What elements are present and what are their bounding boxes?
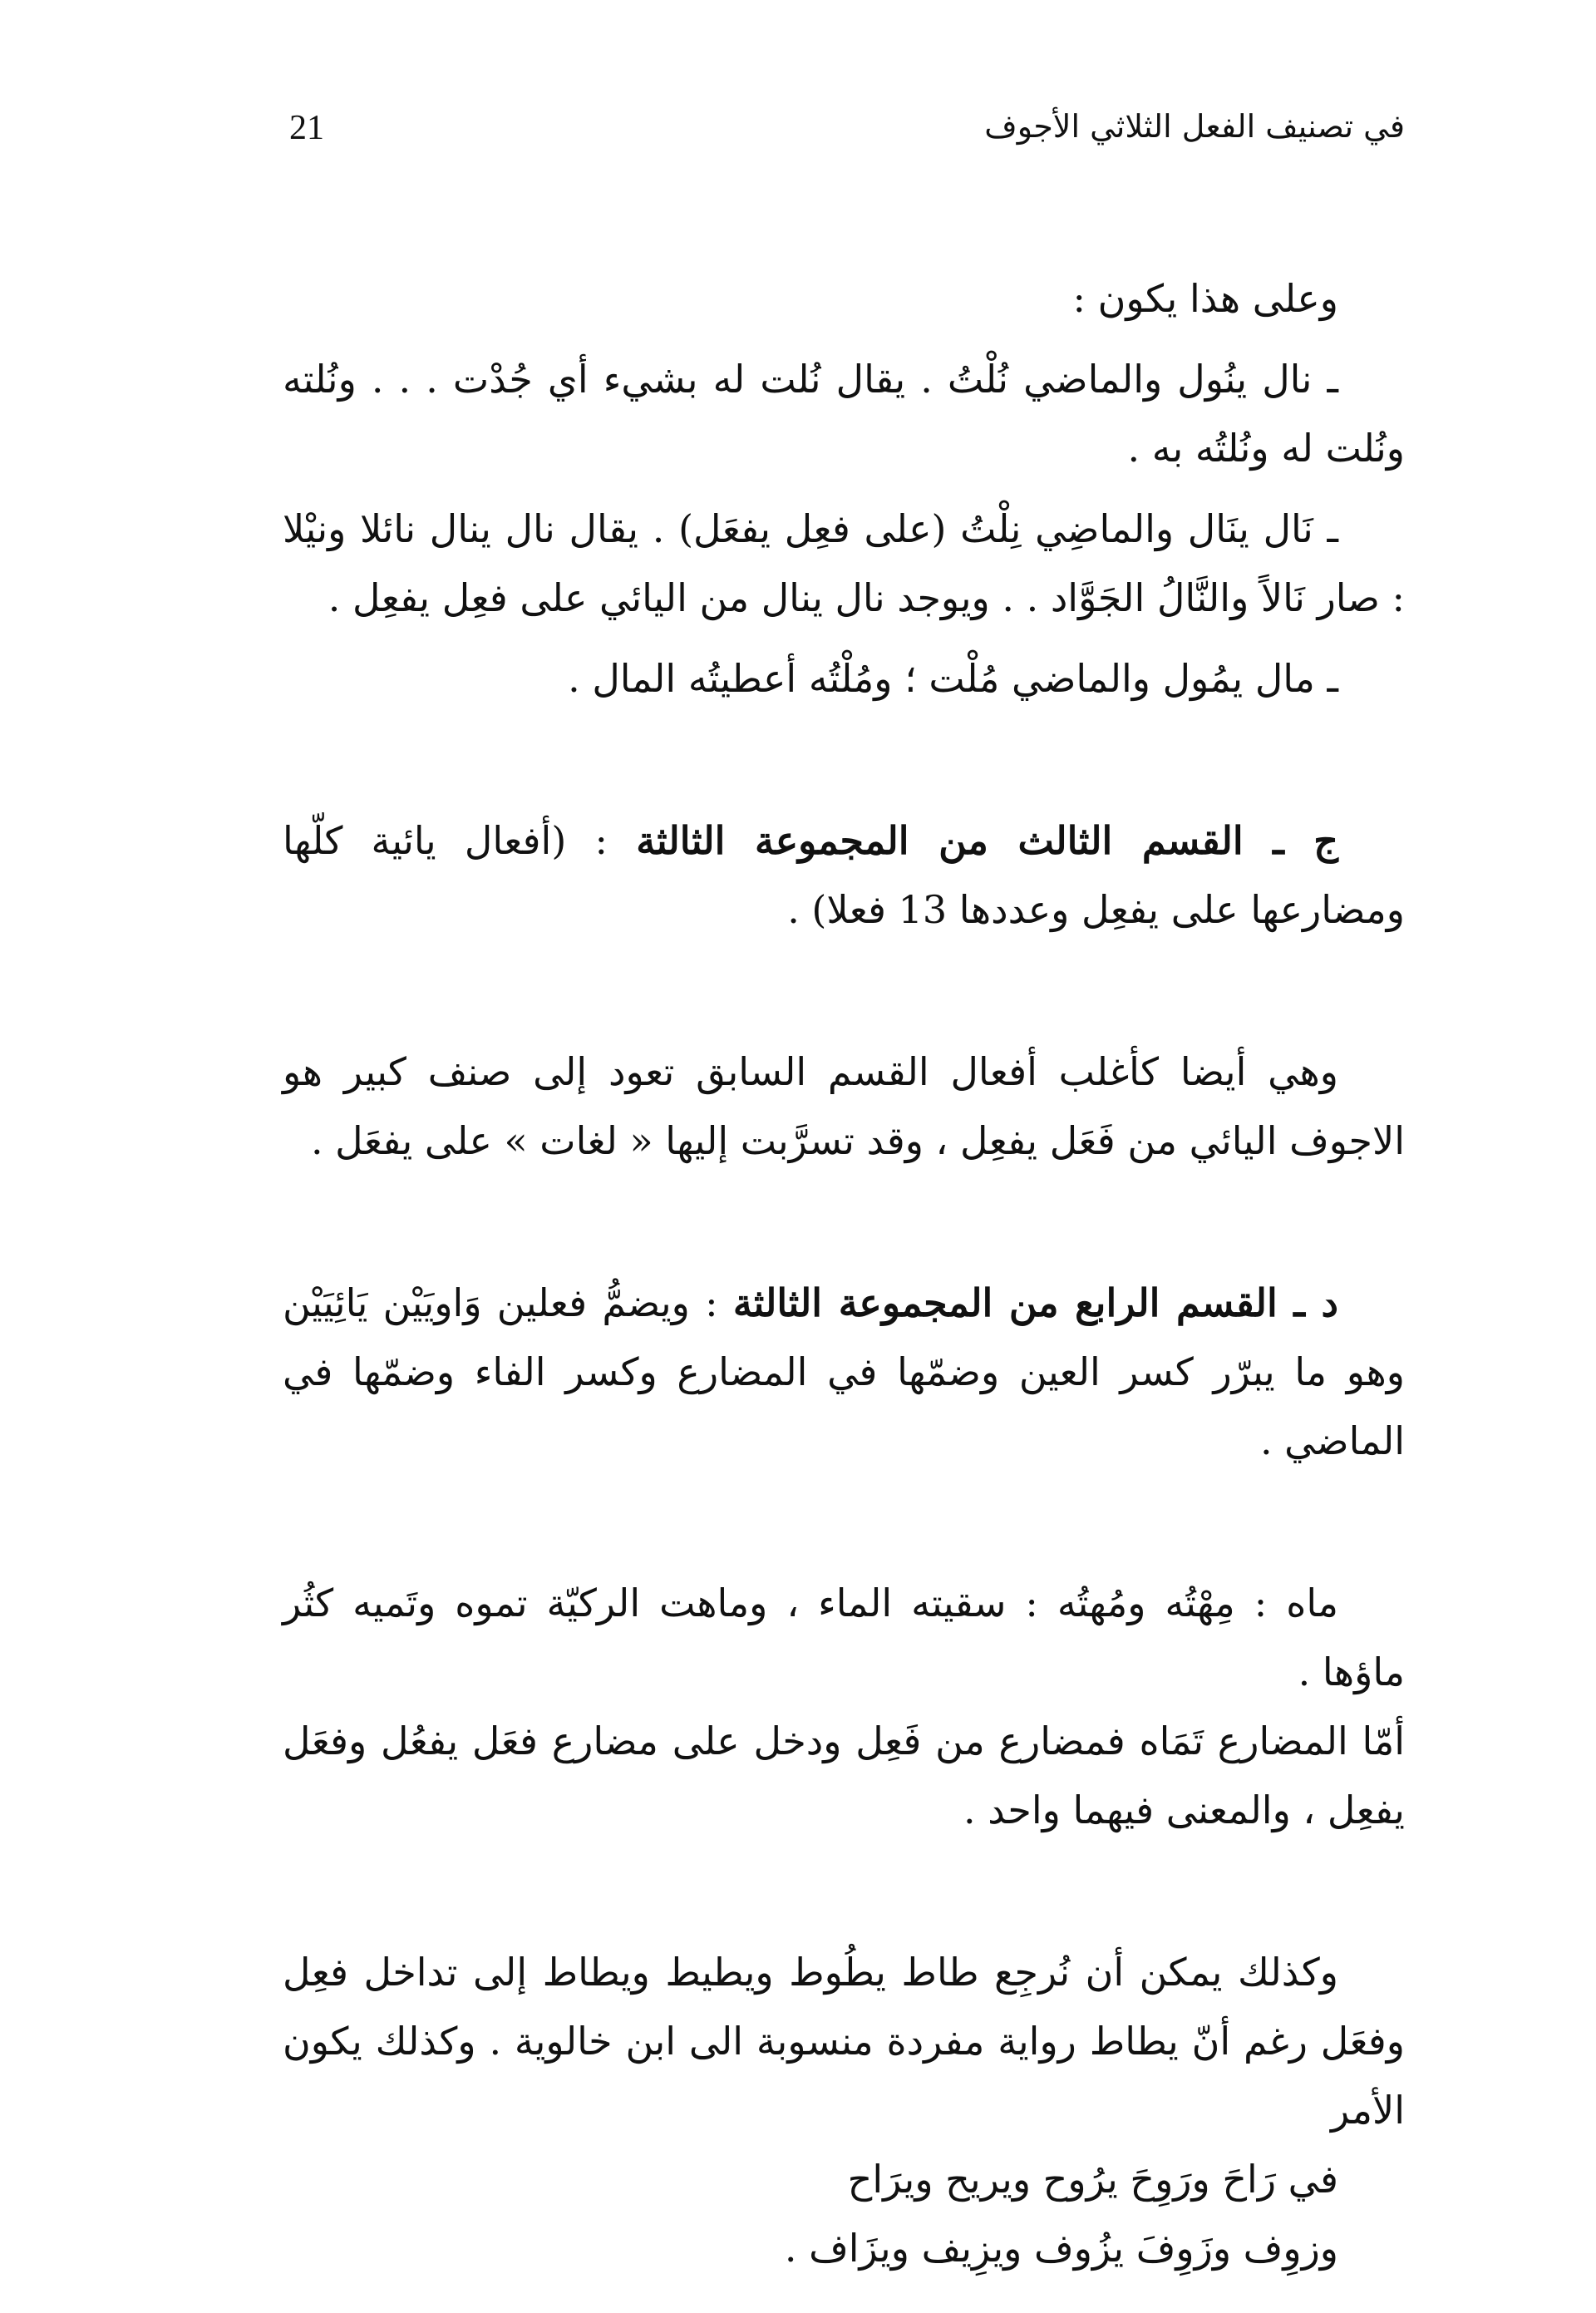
final-text: وكذلك يمكن أن نُرجِع طاط يطُوط ويطيط ويطاط إلى تداخل فعِل وفعَل رغم أنّ يطاط رواية مفردة منسوبة الى ابن خالوية . وكذلك يكون الأمر <box>283 1950 1405 2133</box>
page-body <box>283 264 1405 2283</box>
intro-line: وعلى هذا يكون : <box>1072 276 1338 321</box>
maah-line-2: أمّا المضارع تَمَاه فمضارع من فَعِل ودخل على مضارع فعَل يفعُل وفعَل يفعِل ، والمعنى فيهما واحد . <box>283 1719 1405 1832</box>
section-d-heading: د ـ القسم الرابع من المجموعة الثالثة <box>732 1280 1338 1325</box>
final-line-3: وزوِف وزَوِفَ يزُوف ويزِيف ويزَاف . <box>784 2226 1338 2271</box>
list-item: ـ نال ينُول والماضي نُلْتُ . يقال نُلت له بشيء أي جُدْت . . . ونُلته ونُلت له ونُلتُه به . <box>283 357 1405 471</box>
page-header <box>283 108 1405 166</box>
section-d-text: : ويضمُّ فعلين وَاويَيْن يَائِيَيْن وهو ما يبرّر كسر العين وضمّها في المضارع وكسر الفاء وضمّها في الماضي . <box>283 1280 1405 1463</box>
section-c-heading: ج ـ القسم الثالث من المجموعة الثالثة <box>636 818 1339 863</box>
maah-paragraph <box>283 1569 1405 1845</box>
page-number: 21 <box>289 109 324 147</box>
section-c-paragraph <box>283 806 1405 944</box>
section-c-text: : (أفعال يائية كلّها ومضارعها على يفعِل وعددها 13 فعلا) . <box>283 818 1405 932</box>
final-line-2: في رَاحَ ورَوِحَ يرُوح ويريح ويرَاح <box>847 2157 1338 2202</box>
running-title: في تصنيف الفعل الثلاثي الأجوف <box>984 108 1405 145</box>
section-c-body: وهي أيضا كأغلب أفعال القسم السابق تعود إلى صنف كبير هو الاجوف اليائي من فَعَل يفعِل ، وقد تسرَّبت إليها « لغات » على يفعَل . <box>283 1049 1405 1163</box>
final-paragraph <box>283 1938 1405 2283</box>
maah-line-1: ماه : مِهْتُه ومُهتُه : سقيته الماء ، وماهت الركيّة تموه وتَميه كثُر ماؤها . <box>283 1581 1405 1694</box>
section-d-paragraph <box>283 1269 1405 1476</box>
list-item: ـ نَال ينَال والماضِي نِلْتُ (على فعِل يفعَل) . يقال نال ينال نائلا ونيْلا : صار نَالاً والنَّالُ الجَوَّاد . . ويوجد نال ينال من اليائي على فعِل يفعِل . <box>283 506 1405 620</box>
list-item: ـ مال يمُول والماضي مُلْت ؛ ومُلْتُه أعطيتُه المال . <box>568 656 1338 701</box>
